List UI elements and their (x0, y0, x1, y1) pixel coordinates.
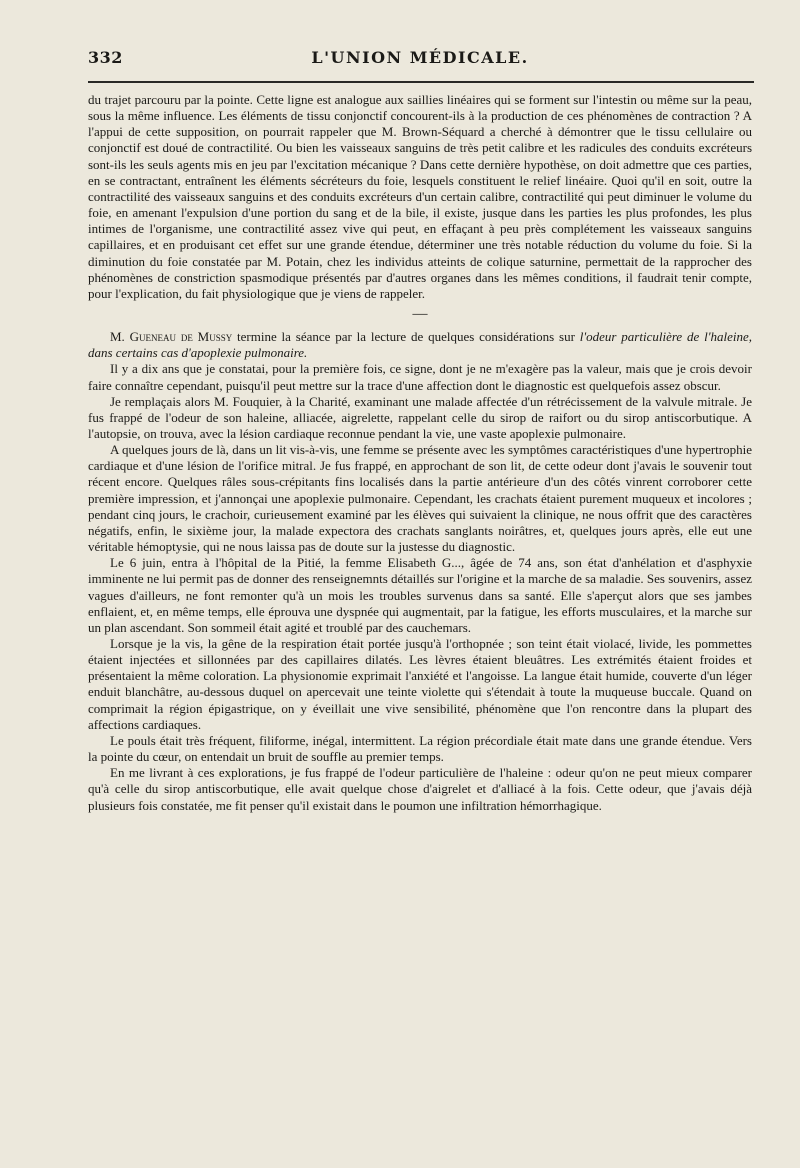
communication-intro: termine la séance par la lecture de quelques considérations sur (232, 329, 580, 345)
paragraph: En me livrant à ces explorations, je fus frappé de l'odeur particulière de l'haleine : odeur qu'on ne peut mieux comparer qu'à celle du sirop antiscorbutique, elle avait quelque chose d'aigrelet et d'alliacé à la fois. Cette odeur, que j'avais déjà plusieurs fois constatée, me fit penser qu'il existait dans le poumon une infiltration hémorrhagique. (88, 765, 752, 813)
paragraph: Il y a dix ans que je constatai, pour la première fois, ce signe, dont je ne m'exagère pas la valeur, mais que je crois devoir faire connaître cependant, puisqu'il peut mettre sur la trace d'une affection dont le diagnostic est quelquefois assez obscur. (88, 361, 752, 393)
author-name: M. Gueneau de Mussy (110, 329, 233, 345)
section-separator: — (412, 306, 428, 323)
communication-heading (88, 329, 752, 361)
paragraph: A quelques jours de là, dans un lit vis-à-vis, une femme se présente avec les symptômes caractéristiques d'une hypertrophie cardiaque et d'une lésion de l'orifice mitral. Je fus frappé, en approchant de son lit, de cette odeur dont j'avais le souvenir tout récent encore. Quelques râles sous-crépitants fins localisés dans la partie antérieure d'un des côtés vinrent corroborer cette première impression, et j'annonçai une apoplexie pulmonaire. Cependant, les crachats étaient purement muqueux et incolores ; pendant cinq jours, le crachoir, curieusement examiné par les élèves qui suivaient la clinique, ne nous offrit que des caractères négatifs, enfin, le sixième jour, la malade expectora des crachats sanglants noirâtres, et, quelques jours après, elle eut une véritable hémoptysie, qui ne nous laissa pas de doute sur la justesse du diagnostic. (88, 442, 752, 555)
page-number: 332 (88, 48, 123, 67)
header-rule (88, 81, 754, 83)
paragraph-continuation: du trajet parcouru par la pointe. Cette ligne est analogue aux saillies linéaires qui se forment sur l'intestin ou même sur la peau, sous la même influence. Les éléments de tissu conjonctif concourent-ils à la production de ces phénomènes de contraction ? A l'appui de cette supposition, on pourrait rappeler que M. Brown-Séquard a cherché à démontrer que le tissu cellulaire ou conjonctif est doué de contractilité. Ou bien les vaisseaux sanguins de très petit calibre et les radicules des conduits excréteurs sont-ils les seuls agents mis en jeu par l'excitation mécanique ? Dans cette dernière hypothèse, on doit admettre que ces parties, en se contractant, entraînent les éléments sécréteurs du foie, lesquels constituent le relief linéaire. Quoi qu'il en soit, outre la contractilité des vaisseaux sanguins et des conduits excréteurs d'un certain calibre, contractilité qui peut diminuer le volume du foie, en amenant l'expulsion d'une portion du sang et de la bile, il existe, jusque dans les parties les plus profondes, les plus intimes de l'organisme, une contractilité assez vive qui peut, en effaçant à peu près complétement les vaisseaux sanguins capillaires, et en produisant cet effet sur une grande étendue, déterminer une très notable réduction du volume du foie. Si la diminution du foie constatée par M. Potain, chez les individus atteints de colique saturnine, permettait de la rapprocher des phénomènes de constriction spasmodique présentés par d'autres organes dans les mêmes conditions, il faudrait tenir compte, pour l'explication, du fait physiologique que je viens de rappeler. (88, 92, 752, 301)
article-body (88, 92, 752, 814)
paragraph: Je remplaçais alors M. Fouquier, à la Charité, examinant une malade affectée d'un rétrécissement de la valvule mitrale. Je fus frappé de l'odeur de son haleine, alliacée, aigrelette, rappelant celle du sirop de raifort ou du sirop antiscorbutique. A l'autopsie, on trouva, avec la lésion cardiaque reconnue pendant la vie, une vaste apoplexie pulmonaire. (88, 393, 752, 441)
paragraph: Lorsque je la vis, la gêne de la respiration était portée jusqu'à l'orthopnée ; son teint était violacé, livide, les pommettes étaient injectées et sillonnées par des capillaires dilatés. Les lèvres étaient bleuâtres. Les extrémités étaient froides et présentaient la même coloration. La physionomie exprimait l'anxiété et l'angoisse. La langue était humide, couverte d'un léger enduit blanchâtre, au-dessous duquel on apercevait une teinte violette qui s'étendait à toute la muqueuse buccale. Quand on comprimait la région épigastrique, on y éveillait une vive sensibilité, phénomène que l'on rencontre dans la plupart des affections cardiaques. (88, 636, 752, 732)
communication-subject: l'odeur particulière de l'haleine, dans certains cas d'apoplexie pulmonaire. (88, 329, 752, 361)
paragraph: Le pouls était très fréquent, filiforme, inégal, intermittent. La région précordiale était mate dans une grande étendue. Vers la pointe du cœur, on entendait un bruit de souffle au premier temps. (88, 732, 752, 765)
running-title: L'UNION MÉDICALE. (311, 48, 529, 67)
running-header (88, 48, 752, 76)
paragraph: Le 6 juin, entra à l'hôpital de la Pitié, la femme Elisabeth G..., âgée de 74 ans, son état d'anhélation et d'asphyxie imminente ne lui permit pas de donner des renseignemnts détaillés sur l'origine et la marche de sa maladie. Ses souvenirs, assez vagues d'ailleurs, ne font remonter qu'à un mois les troubles survenus dans sa santé. Elle s'aperçut alors que ses jambes enflaient, et, en même temps, elle éprouva une dyspnée qui augmentait, par la fatigue, les efforts musculaires, et la marche sur un plan ascendant. Son sommeil était agité et troublé par des cauchemars. (88, 555, 752, 635)
